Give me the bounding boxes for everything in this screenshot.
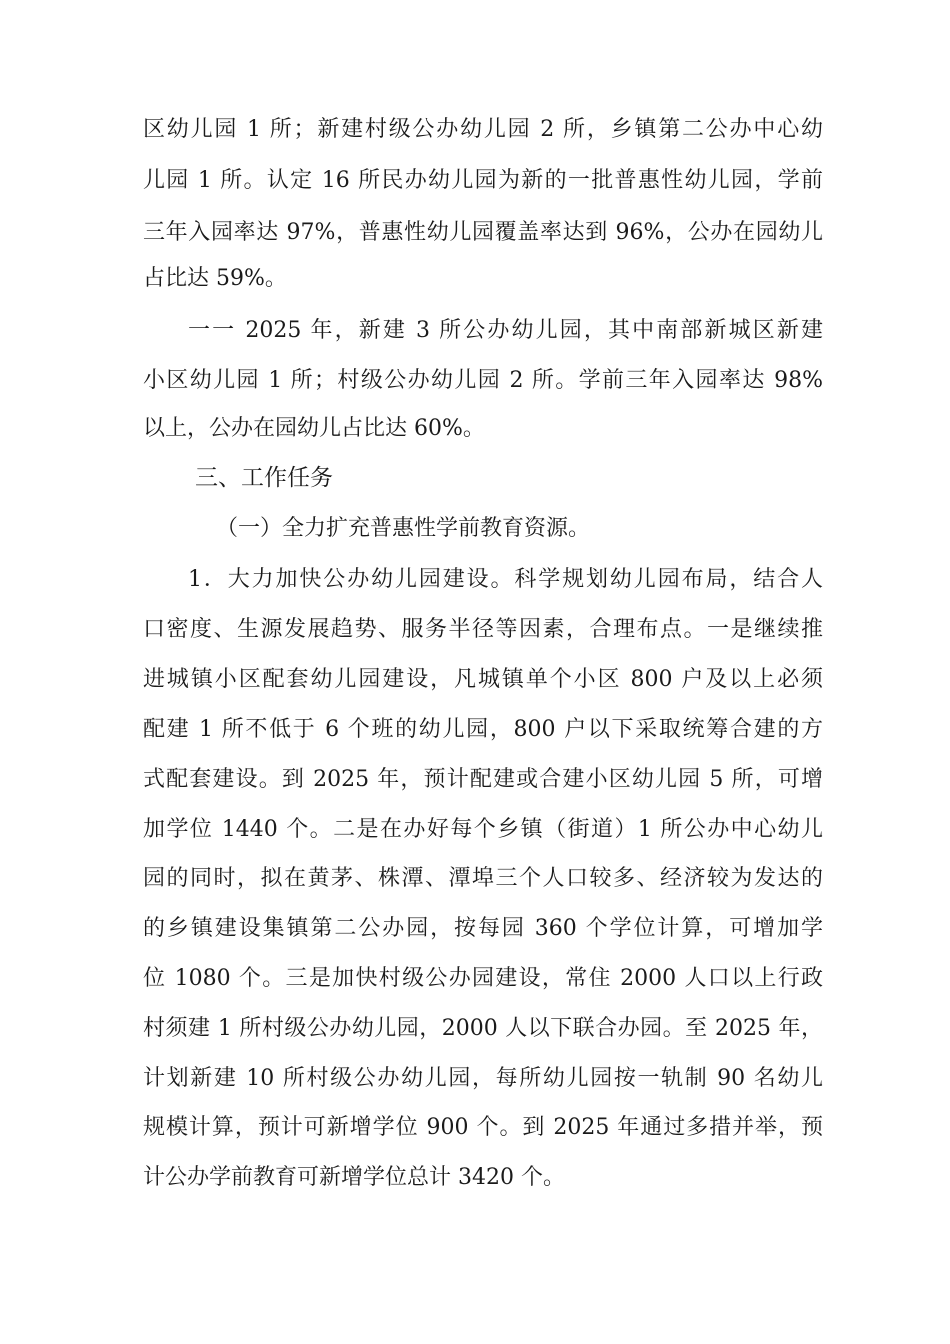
item-1-line-9: 位 1080 个。三是加快村级公办园建设，常住 2000 人口以上行政 — [143, 966, 823, 991]
paragraph-2-line-2: 小区幼儿园 1 所；村级公办幼儿园 2 所。学前三年入园率达 98% — [143, 368, 823, 393]
item-1-line-7: 园的同时，拟在黄茅、株潭、潭埠三个人口较多、经济较为发达的 — [143, 866, 823, 891]
item-1-line-11: 计划新建 10 所村级公办幼儿园，每所幼儿园按一轨制 90 名幼儿 — [143, 1066, 823, 1091]
item-1-line-2: 口密度、生源发展趋势、服务半径等因素，合理布点。一是继续推 — [143, 617, 823, 642]
item-1-line-6: 加学位 1440 个。二是在办好每个乡镇（街道）1 所公办中心幼儿 — [143, 817, 823, 842]
paragraph-2-line-1: 一一 2025 年，新建 3 所公办幼儿园，其中南部新城区新建 — [188, 318, 823, 343]
item-1-line-13: 计公办学前教育可新增学位总计 3420 个。 — [143, 1165, 565, 1190]
paragraph-1-line-3: 三年入园率达 97%，普惠性幼儿园覆盖率达到 96%，公办在园幼儿 — [143, 220, 823, 245]
item-1-line-5: 式配套建设。到 2025 年，预计配建或合建小区幼儿园 5 所，可增 — [143, 767, 823, 792]
paragraph-1-line-1: 区幼儿园 1 所；新建村级公办幼儿园 2 所，乡镇第二公办中心幼 — [143, 117, 823, 142]
item-1-line-4: 配建 1 所不低于 6 个班的幼儿园，800 户以下采取统筹合建的方 — [143, 717, 823, 742]
item-1-line-12: 规模计算，预计可新增学位 900 个。到 2025 年通过多措并举，预 — [143, 1115, 823, 1140]
paragraph-1-line-2: 儿园 1 所。认定 16 所民办幼儿园为新的一批普惠性幼儿园，学前 — [143, 168, 823, 193]
item-1-line-1: 1．大力加快公办幼儿园建设。科学规划幼儿园布局，结合人 — [188, 567, 823, 592]
subsection-heading: （一）全力扩充普惠性学前教育资源。 — [216, 516, 591, 541]
item-1-line-3: 进城镇小区配套幼儿园建设，凡城镇单个小区 800 户及以上必须 — [143, 667, 823, 692]
item-1-line-10: 村须建 1 所村级公办幼儿园，2000 人以下联合办园。至 2025 年， — [143, 1016, 823, 1041]
section-heading: 三、工作任务 — [195, 465, 333, 491]
paragraph-2-line-3: 以上，公办在园幼儿占比达 60%。 — [143, 416, 485, 441]
item-1-line-8: 的乡镇建设集镇第二公办园，按每园 360 个学位计算，可增加学 — [143, 916, 823, 941]
paragraph-1-line-4: 占比达 59%。 — [143, 266, 287, 291]
